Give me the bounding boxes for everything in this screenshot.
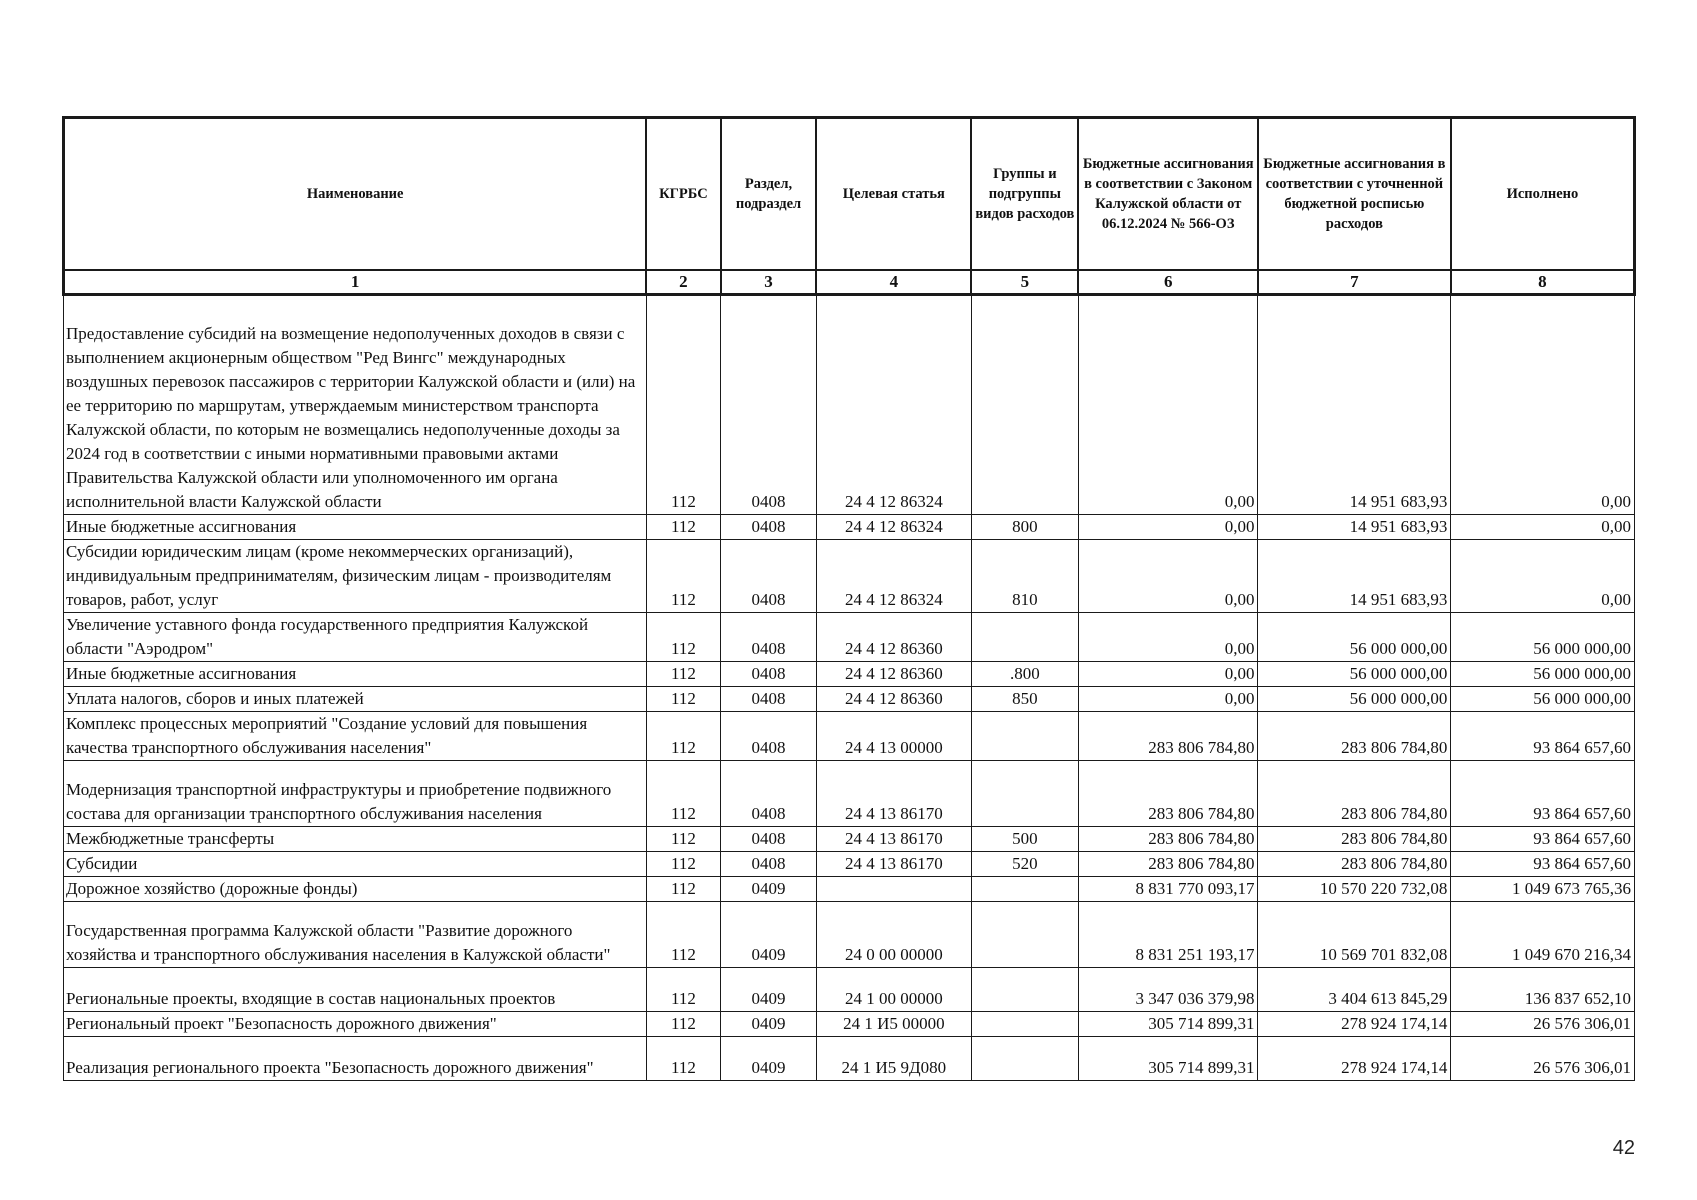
row-section: 0409	[721, 968, 817, 1012]
row-refined-amount: 10 570 220 732,08	[1258, 877, 1451, 902]
table-row	[64, 761, 1635, 827]
row-name: Комплекс процессных мероприятий "Создание условий для повышения качества транспортного обслуживания населения"	[64, 712, 647, 761]
page-number: 42	[1612, 1137, 1635, 1159]
row-refined-amount: 283 806 784,80	[1258, 852, 1451, 877]
row-refined-amount: 56 000 000,00	[1258, 613, 1451, 662]
row-expense-group	[971, 877, 1078, 902]
row-kgrbs: 112	[646, 662, 720, 687]
row-section: 0409	[721, 1012, 817, 1037]
row-name: Межбюджетные трансферты	[64, 827, 647, 852]
row-law-amount: 3 347 036 379,98	[1078, 968, 1257, 1012]
row-name: Иные бюджетные ассигнования	[64, 515, 647, 540]
row-section: 0408	[721, 852, 817, 877]
row-refined-amount: 56 000 000,00	[1258, 687, 1451, 712]
table-row	[64, 515, 1635, 540]
row-target-article: 24 1 00 00000	[816, 968, 971, 1012]
row-refined-amount: 283 806 784,80	[1258, 712, 1451, 761]
row-target-article: 24 1 И5 00000	[816, 1012, 971, 1037]
header-section: Раздел, подраздел	[721, 118, 817, 271]
header-target-article: Целевая статья	[816, 118, 971, 271]
row-executed-amount: 93 864 657,60	[1451, 761, 1635, 827]
table-row	[64, 1037, 1635, 1081]
row-target-article: 24 4 13 86170	[816, 827, 971, 852]
table-row	[64, 712, 1635, 761]
row-section: 0408	[721, 712, 817, 761]
row-law-amount: 305 714 899,31	[1078, 1012, 1257, 1037]
row-name: Предоставление субсидий на возмещение недополученных доходов в связи с выполнением акционерным обществом "Ред Вингс" международных воздушных перевозок пассажиров с территории Калужской области и (или) на ее территорию по маршрутам, утверждаемым министерством транспорта Калужской области, по которым не возмещались недополученные доходы за 2024 год в соответствии с иными нормативными правовыми актами Правительства Калужской области или уполномоченного им органа исполнительной власти Калужской области	[64, 295, 647, 515]
row-kgrbs: 112	[646, 712, 720, 761]
row-name: Субсидии	[64, 852, 647, 877]
column-number: 8	[1451, 270, 1635, 295]
table-row	[64, 613, 1635, 662]
row-refined-amount: 278 924 174,14	[1258, 1037, 1451, 1081]
row-kgrbs: 112	[646, 613, 720, 662]
row-name: Увеличение уставного фонда государственного предприятия Калужской области "Аэродром"	[64, 613, 647, 662]
row-refined-amount: 10 569 701 832,08	[1258, 902, 1451, 968]
table-row	[64, 902, 1635, 968]
row-refined-amount: 14 951 683,93	[1258, 540, 1451, 613]
row-section: 0408	[721, 827, 817, 852]
row-law-amount: 8 831 770 093,17	[1078, 877, 1257, 902]
row-section: 0408	[721, 662, 817, 687]
header-executed: Исполнено	[1451, 118, 1635, 271]
row-executed-amount: 0,00	[1451, 295, 1635, 515]
row-name: Дорожное хозяйство (дорожные фонды)	[64, 877, 647, 902]
row-expense-group: 800	[971, 515, 1078, 540]
table-row	[64, 662, 1635, 687]
row-target-article: 24 4 13 86170	[816, 761, 971, 827]
row-target-article: 24 4 12 86360	[816, 613, 971, 662]
row-name: Модернизация транспортной инфраструктуры и приобретение подвижного состава для организации транспортного обслуживания населения	[64, 761, 647, 827]
row-expense-group	[971, 295, 1078, 515]
row-section: 0408	[721, 295, 817, 515]
table-row	[64, 540, 1635, 613]
header-refined-allocations: Бюджетные ассигнования в соответствии с уточненной бюджетной росписью расходов	[1258, 118, 1451, 271]
row-target-article: 24 4 12 86324	[816, 540, 971, 613]
row-refined-amount: 283 806 784,80	[1258, 827, 1451, 852]
row-target-article: 24 1 И5 9Д080	[816, 1037, 971, 1081]
row-target-article: 24 4 12 86324	[816, 515, 971, 540]
row-executed-amount: 1 049 670 216,34	[1451, 902, 1635, 968]
row-name: Субсидии юридическим лицам (кроме некоммерческих организаций), индивидуальным предпринимателям, физическим лицам - производителям товаров, работ, услуг	[64, 540, 647, 613]
row-executed-amount: 136 837 652,10	[1451, 968, 1635, 1012]
row-refined-amount: 3 404 613 845,29	[1258, 968, 1451, 1012]
row-kgrbs: 112	[646, 968, 720, 1012]
row-expense-group: 520	[971, 852, 1078, 877]
row-law-amount: 0,00	[1078, 662, 1257, 687]
row-name: Иные бюджетные ассигнования	[64, 662, 647, 687]
row-section: 0409	[721, 1037, 817, 1081]
row-section: 0408	[721, 613, 817, 662]
row-section: 0409	[721, 902, 817, 968]
column-number: 3	[721, 270, 817, 295]
row-executed-amount: 56 000 000,00	[1451, 662, 1635, 687]
row-law-amount: 305 714 899,31	[1078, 1037, 1257, 1081]
row-target-article: 24 4 13 86170	[816, 852, 971, 877]
table-row	[64, 827, 1635, 852]
row-executed-amount: 26 576 306,01	[1451, 1037, 1635, 1081]
row-expense-group: 810	[971, 540, 1078, 613]
row-expense-group	[971, 902, 1078, 968]
row-refined-amount: 14 951 683,93	[1258, 515, 1451, 540]
table-row	[64, 1012, 1635, 1037]
row-name: Региональный проект "Безопасность дорожного движения"	[64, 1012, 647, 1037]
row-executed-amount: 56 000 000,00	[1451, 687, 1635, 712]
row-law-amount: 0,00	[1078, 687, 1257, 712]
row-law-amount: 0,00	[1078, 540, 1257, 613]
row-expense-group: .800	[971, 662, 1078, 687]
row-expense-group	[971, 613, 1078, 662]
row-kgrbs: 112	[646, 1012, 720, 1037]
column-number: 1	[64, 270, 647, 295]
row-law-amount: 0,00	[1078, 295, 1257, 515]
row-refined-amount: 283 806 784,80	[1258, 761, 1451, 827]
row-kgrbs: 112	[646, 540, 720, 613]
row-expense-group: 500	[971, 827, 1078, 852]
row-section: 0408	[721, 687, 817, 712]
header-name: Наименование	[64, 118, 647, 271]
row-refined-amount: 14 951 683,93	[1258, 295, 1451, 515]
row-name: Региональные проекты, входящие в состав национальных проектов	[64, 968, 647, 1012]
header-row	[64, 118, 1635, 271]
row-refined-amount: 56 000 000,00	[1258, 662, 1451, 687]
row-kgrbs: 112	[646, 827, 720, 852]
row-law-amount: 283 806 784,80	[1078, 761, 1257, 827]
row-target-article: 24 4 12 86360	[816, 662, 971, 687]
row-executed-amount: 0,00	[1451, 540, 1635, 613]
row-law-amount: 8 831 251 193,17	[1078, 902, 1257, 968]
header-law-allocations: Бюджетные ассигнования в соответствии с Законом Калужской области от 06.12.2024 № 566-ОЗ	[1078, 118, 1257, 271]
row-name: Реализация регионального проекта "Безопасность дорожного движения"	[64, 1037, 647, 1081]
row-target-article: 24 4 12 86360	[816, 687, 971, 712]
table-row	[64, 877, 1635, 902]
table-header	[64, 118, 1635, 295]
row-expense-group	[971, 712, 1078, 761]
row-expense-group	[971, 761, 1078, 827]
row-target-article: 24 4 12 86324	[816, 295, 971, 515]
row-kgrbs: 112	[646, 687, 720, 712]
row-expense-group	[971, 1037, 1078, 1081]
row-target-article: 24 0 00 00000	[816, 902, 971, 968]
row-law-amount: 283 806 784,80	[1078, 712, 1257, 761]
column-number: 6	[1078, 270, 1257, 295]
row-kgrbs: 112	[646, 761, 720, 827]
row-expense-group	[971, 968, 1078, 1012]
row-section: 0408	[721, 540, 817, 613]
row-executed-amount: 1 049 673 765,36	[1451, 877, 1635, 902]
row-target-article	[816, 877, 971, 902]
row-section: 0409	[721, 877, 817, 902]
row-kgrbs: 112	[646, 852, 720, 877]
column-number: 5	[971, 270, 1078, 295]
row-refined-amount: 278 924 174,14	[1258, 1012, 1451, 1037]
table-row	[64, 295, 1635, 515]
row-executed-amount: 93 864 657,60	[1451, 712, 1635, 761]
row-kgrbs: 112	[646, 902, 720, 968]
header-kgrbs: КГРБС	[646, 118, 720, 271]
row-section: 0408	[721, 761, 817, 827]
column-number-row	[64, 270, 1635, 295]
row-kgrbs: 112	[646, 1037, 720, 1081]
column-number: 7	[1258, 270, 1451, 295]
row-name: Уплата налогов, сборов и иных платежей	[64, 687, 647, 712]
row-executed-amount: 0,00	[1451, 515, 1635, 540]
budget-table	[62, 116, 1636, 1081]
row-law-amount: 0,00	[1078, 515, 1257, 540]
row-executed-amount: 93 864 657,60	[1451, 827, 1635, 852]
table-row	[64, 968, 1635, 1012]
row-expense-group	[971, 1012, 1078, 1037]
row-expense-group: 850	[971, 687, 1078, 712]
row-kgrbs: 112	[646, 515, 720, 540]
row-kgrbs: 112	[646, 877, 720, 902]
header-expense-groups: Группы и подгруппы видов расходов	[971, 118, 1078, 271]
table-row	[64, 687, 1635, 712]
column-number: 2	[646, 270, 720, 295]
row-executed-amount: 93 864 657,60	[1451, 852, 1635, 877]
table-row	[64, 852, 1635, 877]
row-law-amount: 283 806 784,80	[1078, 827, 1257, 852]
row-law-amount: 283 806 784,80	[1078, 852, 1257, 877]
row-executed-amount: 56 000 000,00	[1451, 613, 1635, 662]
row-section: 0408	[721, 515, 817, 540]
row-executed-amount: 26 576 306,01	[1451, 1012, 1635, 1037]
row-name: Государственная программа Калужской области "Развитие дорожного хозяйства и транспортного обслуживания населения в Калужской области"	[64, 902, 647, 968]
row-target-article: 24 4 13 00000	[816, 712, 971, 761]
row-law-amount: 0,00	[1078, 613, 1257, 662]
table-body	[64, 295, 1635, 1081]
row-kgrbs: 112	[646, 295, 720, 515]
column-number: 4	[816, 270, 971, 295]
